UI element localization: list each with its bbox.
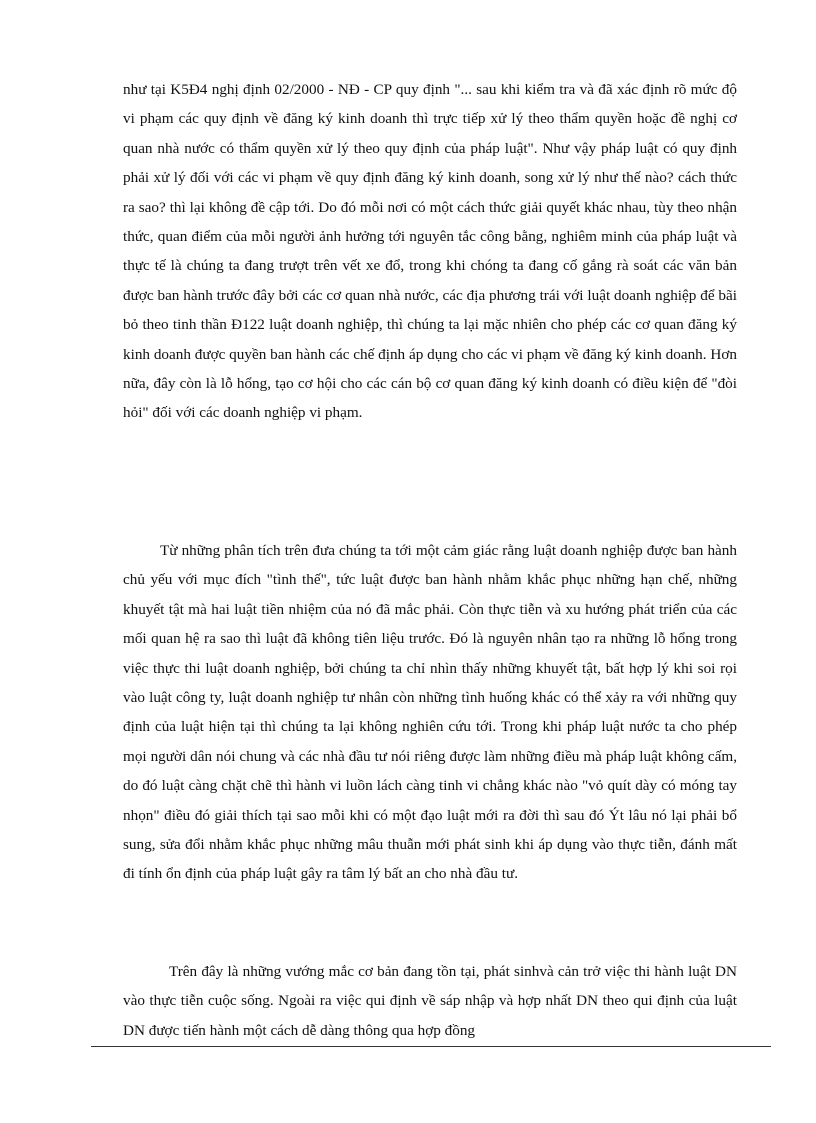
paragraph-3: Trên đây là những vướng mắc cơ bản đang tồn tại, phát sinhvà cản trở việc thi hành luật DN vào thực tiễn cuộc sống. Ngoài ra việc qui định về sáp nhập và hợp nhất DN theo qui định của luật DN được tiến hành một cách dễ dàng thông qua hợp đồng xyxy=(123,963,737,1039)
paragraph-2: Từ những phân tích trên đưa chúng ta tới một cảm giác rằng luật doanh nghiệp được ban hành chủ yếu với mục đích "tình thế", tức luật được ban hành nhằm khắc phục những hạn chế, những khuyết tật mà hai luật tiền nhiệm của nó đã mắc phải. Còn thực tiễn và xu hướng phát triển của các mối quan hệ ra sao thì luật đã không tiên liệu trước. Đó là nguyên nhân tạo ra những lỗ hổng trong việc thực thi luật doanh nghiệp, bởi chúng ta chỉ nhìn thấy những khuyết tật, bất hợp lý khi soi rọi vào luật công ty, luật doanh nghiệp tư nhân còn những tình huống khác có thể xảy ra với những quy định của luật hiện tại thì chúng ta lại không nghiên cứu tới. Trong khi pháp luật nước ta cho phép mọi người dân nói chung và các nhà đầu tư nói riêng được làm những điều mà pháp luật không cấm, do đó luật càng chặt chẽ thì hành vi luồn lách càng tinh vi chẳng khác nào "vỏ quít dày có móng tay nhọn" điều đó giải thích tại sao mỗi khi có một đạo luật mới ra đời thì sau đó Ýt lâu nó lại phải bổ sung, sửa đổi nhằm khắc phục những mâu thuẫn mới phát sinh khi áp dụng vào thực tiễn, đánh mất đi tính ổn định của pháp luật gây ra tâm lý bất an cho nhà đầu tư. xyxy=(123,542,737,883)
paragraph-1: như tại K5Đ4 nghị định 02/2000 - NĐ - CP quy định "... sau khi kiểm tra và đã xác định rõ mức độ vi phạm các quy định về đăng ký kinh doanh thì trực tiếp xử lý theo thẩm quyền hoặc đề nghị cơ quan nhà nước có thẩm quyền xử lý theo quy định của pháp luật". Như vậy pháp luật có quy định phải xử lý đối với các vi phạm về quy định đăng ký kinh doanh, song xử lý như thế nào? cách thức ra sao? thì lại không đề cập tới. Do đó mỗi nơi có một cách thức giải quyết khác nhau, tùy theo nhận thức, quan điểm của mỗi người ảnh hưởng tới nguyên tắc công bằng, nghiêm minh của pháp luật và thực tế là chúng ta đang trượt trên vết xe đổ, trong khi chóng ta đang cố gắng rà soát các văn bản được ban hành trước đây bởi các cơ quan nhà nước, các địa phương trái với luật doanh nghiệp để bãi bỏ theo tinh thần Đ122 luật doanh nghiệp, thì chúng ta lại mặc nhiên cho phép các cơ quan đăng ký kinh doanh được quyền ban hành các chế định áp dụng cho các vi phạm về đăng ký kinh doanh. Hơn nữa, đây còn là lỗ hổng, tạo cơ hội cho các cán bộ cơ quan đăng ký kinh doanh có điều kiện để "đòi hỏi" đối với các doanh nghiệp vi phạm. xyxy=(123,81,737,422)
footer-divider xyxy=(91,1046,771,1047)
